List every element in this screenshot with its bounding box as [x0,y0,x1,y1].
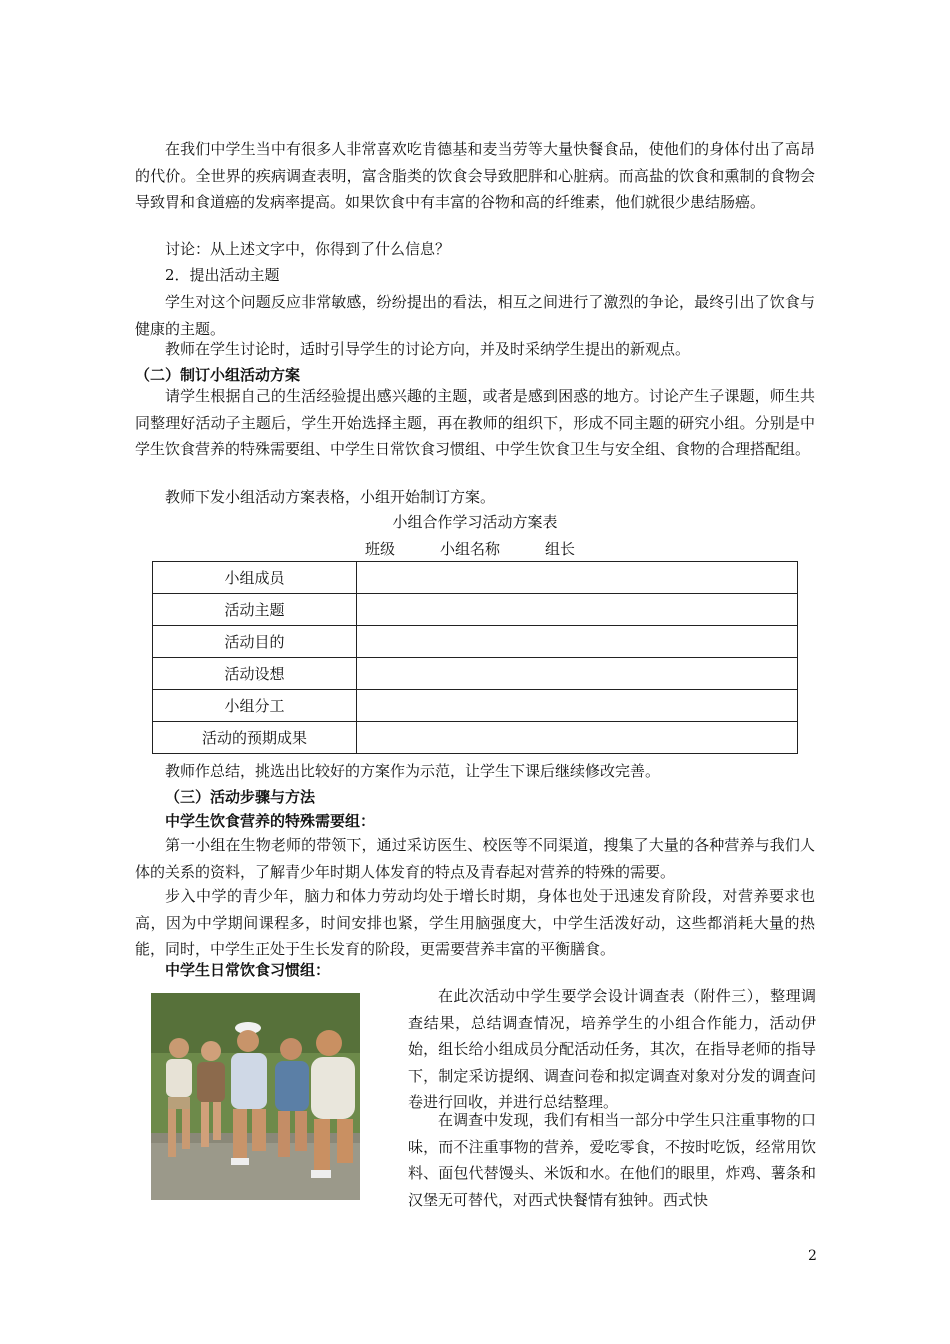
table-row [153,626,798,658]
row-value-cell[interactable] [357,594,798,626]
paragraph-distribute-form: 教师下发小组活动方案表格，小组开始制订方案。 [165,488,496,506]
row-label: 小组分工 [153,690,357,722]
paragraph-teacher-guide: 教师在学生讨论时，适时引导学生的讨论方向，并及时采纳学生提出的新观点。 [165,340,691,358]
activity-plan-table [152,561,798,754]
table-row [153,562,798,594]
row-label: 活动的预期成果 [153,722,357,754]
table-row [153,722,798,754]
paragraph-teacher-summary: 教师作总结，挑选出比较好的方案作为示范，让学生下课后继续修改完善。 [165,762,661,780]
paragraph-student-reaction: 学生对这个问题反应非常敏感，纷纷提出的看法，相互之间进行了激烈的争论，最终引出了饮食与健康的主题。 [135,293,815,338]
row-label: 活动主题 [153,594,357,626]
table-row [153,690,798,722]
row-value-cell[interactable] [357,658,798,690]
row-value-cell[interactable] [357,690,798,722]
paragraph-choose-topic: 请学生根据自己的生活经验提出感兴趣的主题，或者是感到困惑的地方。讨论产生子课题，师生共同整理好活动子主题后，学生开始选择主题，再在教师的组织下，形成不同主题的研究小组。分别是中学生饮食营养的特殊需要组、中学生日常饮食习惯组、中学生饮食卫生与安全组、食物的合理搭配组。 [135,387,815,458]
row-label: 小组成员 [153,562,357,594]
row-value-cell[interactable] [357,722,798,754]
paragraph-discussion: 讨论：从上述文字中，你得到了什么信息？ [165,240,451,258]
children-exercising-photo [151,993,360,1200]
paragraph-fast-food: 在我们中学生当中有很多人非常喜欢吃肯德基和麦当劳等大量快餐食品，使他们的身体付出了高昂的代价。全世界的疾病调查表明，富含脂类的饮食会导致肥胖和心脏病。而高盐的饮食和熏制的食物会导致胃和食道癌的发病率提高。如果饮食中有丰富的谷物和高的纤维素，他们就很少患结肠癌。 [135,140,815,211]
heading-habits-group: 中学生日常饮食习惯组： [165,961,331,979]
heading-nutrition-group: 中学生饮食营养的特殊需要组： [165,812,376,830]
heading-section-2: （二）制订小组活动方案 [135,366,301,384]
row-label: 活动目的 [153,626,357,658]
row-value-cell[interactable] [357,626,798,658]
table-title: 小组合作学习活动方案表 [392,513,558,531]
page-number: 2 [808,1248,817,1264]
row-label: 活动设想 [153,658,357,690]
table-subtitle: 班级 小组名称 组长 [365,540,576,558]
table-row [153,658,798,690]
paragraph-survey-design: 在此次活动中学生要学会设计调查表（附件三），整理调查结果，总结调查情况，培养学生的小组合作能力，活动伊始，组长给小组成员分配活动任务，其次，在指导老师的指导下，制定采访提纲、调查问卷和拟定调查对象对分发的调查问卷进行回收，并进行总结整理。 [408,987,816,1111]
paragraph-adolescents: 步入中学的青少年，脑力和体力劳动均处于增长时期，身体也处于迅速发育阶段，对营养要求也高，因为中学期间课程多，时间安排也紧，学生用脑强度大，中学生活泼好动，这些都消耗大量的热能，同时，中学生正处于生长发育的阶段，更需要营养丰富的平衡膳食。 [135,887,815,958]
row-value-cell[interactable] [357,562,798,594]
table-row [153,594,798,626]
heading-section-3: （三）活动步骤与方法 [165,788,316,806]
paragraph-step-2: 2．提出活动主题 [165,266,280,284]
paragraph-group-1: 第一小组在生物老师的带领下，通过采访医生、校医等不同渠道，搜集了大量的各种营养与我们人体的关系的资料，了解青少年时期人体发育的特点及青春起对营养的特殊的需要。 [135,836,815,881]
paragraph-survey-findings: 在调查中发现，我们有相当一部分中学生只注重事物的口味，而不注重事物的营养，爱吃零食，不按时吃饭，经常用饮料、面包代替馒头、米饭和水。在他们的眼里，炸鸡、薯条和汉堡无可替代，对西式快餐情有独钟。西式快 [408,1111,816,1209]
